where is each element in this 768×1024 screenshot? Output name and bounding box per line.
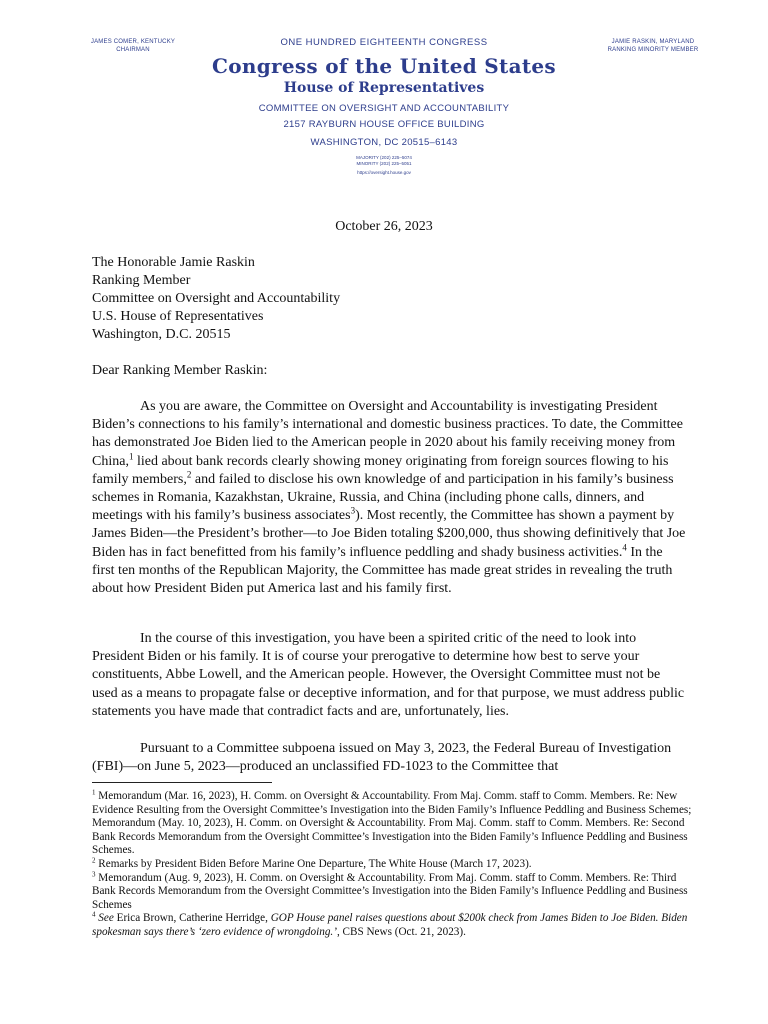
phone-numbers bbox=[184, 155, 584, 167]
ranking-title: RANKING MINORITY MEMBER bbox=[607, 47, 699, 53]
recipient-line: Ranking Member bbox=[92, 273, 191, 288]
chairman-title: CHAIRMAN bbox=[116, 47, 150, 53]
website-url: https://oversight.house.gov bbox=[357, 170, 411, 175]
text: ). Most recently, the Committee has shown a payment by James Biden—the President’s brother—to Joe Biden totaling $200,000, thus showing definitively that Joe Biden has in fact benefitted from his family’s influence peddling and shady business activities. bbox=[92, 508, 686, 560]
recipient-line: Washington, D.C. 20515 bbox=[92, 327, 231, 342]
letterhead-ranking-member bbox=[578, 38, 728, 54]
congress-title: Congress of the United States bbox=[212, 54, 556, 78]
recipient-line: Committee on Oversight and Accountability bbox=[92, 291, 341, 306]
footnote-authors: Erica Brown, Catherine Herridge, bbox=[113, 912, 271, 925]
footnote-number: 1 bbox=[92, 788, 96, 797]
house-title: House of Representatives bbox=[283, 80, 485, 96]
paragraph-1 bbox=[92, 398, 688, 598]
text: As you are aware, the Committee on Oversight and Accountability is investigating President Biden’s connections to his family’s international and domestic business practices. To date, the Committee has demonstrated Joe Biden lied to the American people in 2020 about his family receiving money from China, bbox=[92, 399, 683, 469]
footnote-1 bbox=[92, 790, 692, 858]
footnote-4 bbox=[92, 912, 692, 939]
footnote-ref: 2 bbox=[186, 469, 192, 480]
office-address: 2157 RAYBURN HOUSE OFFICE BUILDING bbox=[283, 119, 485, 130]
phone-minority: MINORITY (202) 225–5051 bbox=[356, 161, 412, 166]
footnotes bbox=[92, 790, 692, 940]
text: In the first ten months of the Republican Majority, the Committee has made great strides in revealing the truth about how President Biden put America last and his family first. bbox=[92, 544, 673, 597]
letterhead-center bbox=[184, 37, 584, 176]
recipient-address bbox=[92, 254, 340, 344]
office-city: WASHINGTON, DC 20515–6143 bbox=[310, 137, 458, 148]
text: and failed to disclose his own knowledge of and participation in his family’s business schemes in Romania, Kazakhstan, Ukraine, Russia, and China (including phone calls, dinners, and meetings with his family’s business associates bbox=[92, 471, 674, 524]
footnote-signal: See bbox=[98, 912, 114, 925]
footnote-number: 2 bbox=[92, 856, 96, 865]
footnote-ref: 1 bbox=[128, 450, 134, 461]
congress-number: ONE HUNDRED EIGHTEENTH CONGRESS bbox=[280, 37, 488, 48]
footnote-text: Memorandum (Aug. 9, 2023), H. Comm. on Oversight & Accountability. From Maj. Comm. staff to Comm. Members. Re: Third Bank Records Memorandum from the Oversight Committee’s Investigation into the Biden Family’s Influence Peddling and Business Schemes bbox=[92, 871, 688, 911]
footnote-text: Memorandum (Mar. 16, 2023), H. Comm. on Oversight & Accountability. From Maj. Comm. staff to Comm. Members. Re: New Evidence Resulting from the Oversight Committee’s Investigation into the Biden Family’s Influence Peddling and Business Schemes; Memorandum (May. 10, 2023), H. Comm. on Oversight & Accountability. From Maj. Comm. staff to Comm. Members. Re: Second Bank Records Memorandum from the Oversight Committee’s Investigation into the Biden Family’s Influence Peddling and Business Schemes. bbox=[92, 790, 692, 857]
recipient-line: The Honorable Jamie Raskin bbox=[92, 255, 255, 270]
committee-name: COMMITTEE ON OVERSIGHT AND ACCOUNTABILITY bbox=[258, 103, 510, 114]
paragraph-3: Pursuant to a Committee subpoena issued on May 3, 2023, the Federal Bureau of Investigation (FBI)—on June 5, 2023—produced an unclassified FD-1023 to the Committee that bbox=[92, 741, 672, 775]
footnote-article-title: GOP House panel raises questions about $200k check from James Biden to Joe Biden. Biden spokesman says there’s ‘zero evidence of wrongdoing.’ bbox=[92, 912, 688, 938]
footnote-text: Remarks by President Biden Before Marine One Departure, The White House (March 17, 2023). bbox=[95, 857, 532, 870]
footnote-number: 3 bbox=[92, 869, 96, 878]
ranking-name: JAMIE RASKIN, MARYLAND bbox=[611, 39, 695, 45]
text: lied about bank records clearly showing money originating from foreign sources flowing to his family members, bbox=[92, 453, 669, 487]
paragraph-2: In the course of this investigation, you have been a spirited critic of the need to look into President Biden or his family. It is of course your prerogative to determine how best to serve your constituents, Abbe Lowell, and the American people. However, the Oversight Committee must not be used as a means to propagate false or deceptive information, and for that purpose, we must address public statements you have made that contradict facts and are, unfortunately, lies. bbox=[92, 631, 685, 719]
footnote-ref: 4 bbox=[622, 541, 627, 552]
footnote-ref: 3 bbox=[350, 505, 356, 516]
footnote-3 bbox=[92, 869, 692, 913]
phone-majority: MAJORITY (202) 225–5074 bbox=[356, 155, 412, 160]
footnote-divider bbox=[92, 782, 272, 783]
recipient-line: U.S. House of Representatives bbox=[92, 309, 264, 324]
chairman-name: JAMES COMER, KENTUCKY bbox=[90, 39, 176, 45]
salutation: Dear Ranking Member Raskin: bbox=[92, 363, 268, 378]
letter-date: October 26, 2023 bbox=[335, 219, 433, 234]
footnote-2 bbox=[92, 858, 692, 872]
footnote-number: 4 bbox=[92, 910, 96, 919]
footnote-source: , CBS News (Oct. 21, 2023). bbox=[336, 925, 466, 938]
